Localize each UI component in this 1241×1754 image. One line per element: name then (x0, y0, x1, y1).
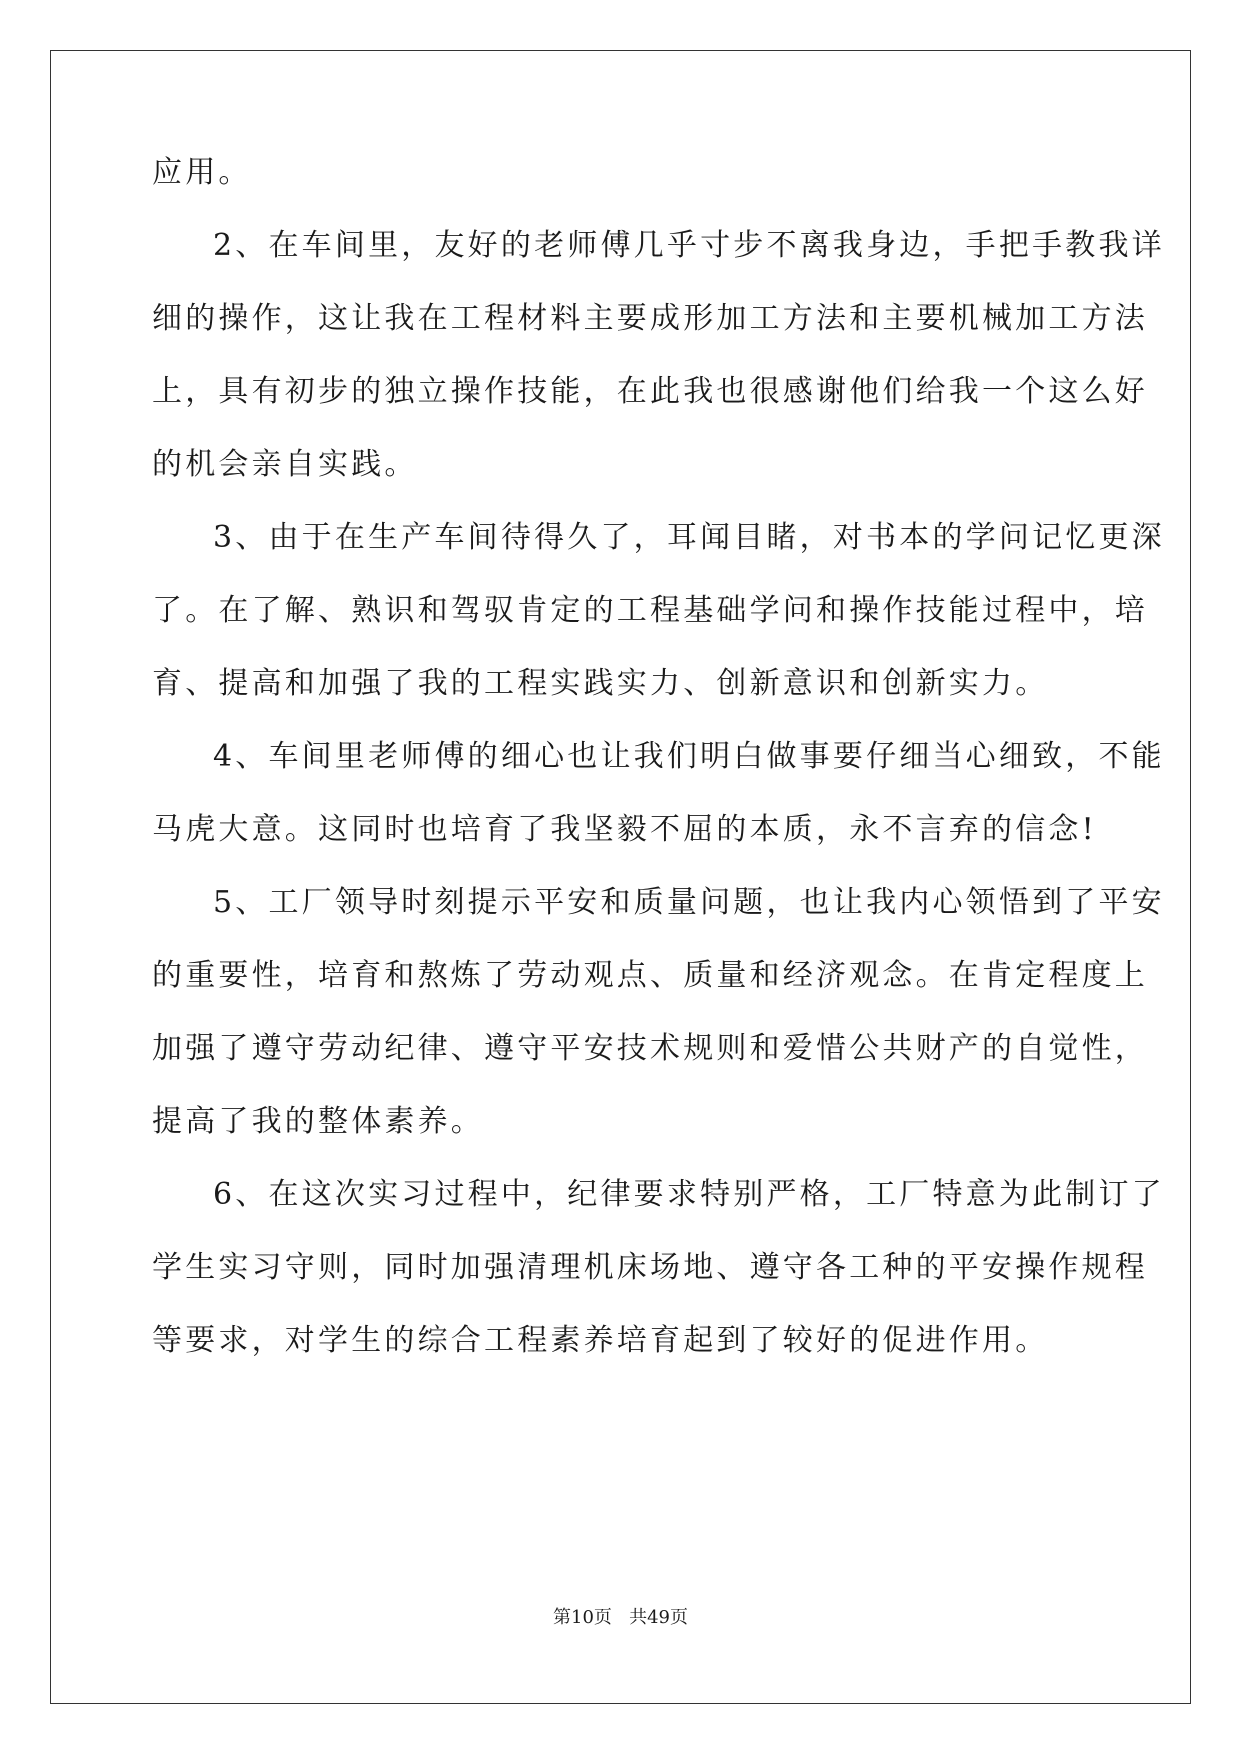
text-line: 上，具有初步的独立操作技能，在此我也很感谢他们给我一个这么好 (152, 374, 1148, 409)
text-line: 育、提高和加强了我的工程实践实力、创新意识和创新实力。 (152, 666, 1049, 701)
page-total: 共49页 (629, 1607, 688, 1628)
text-line: 4、车间里老师傅的细心也让我们明白做事要仔细当心细致，不能 (213, 739, 1165, 774)
text-line: 学生实习守则，同时加强清理机床场地、遵守各工种的平安操作规程 (152, 1250, 1148, 1285)
page-number: 第10页 (553, 1607, 612, 1628)
text-line: 2、在车间里，友好的老师傅几乎寸步不离我身边，手把手教我详 (213, 228, 1165, 263)
text-line: 3、由于在生产车间待得久了，耳闻目睹，对书本的学问记忆更深 (213, 520, 1165, 555)
text-line: 的机会亲自实践。 (152, 447, 418, 482)
text-line: 6、在这次实习过程中，纪律要求特别严格，工厂特意为此制订了 (213, 1177, 1165, 1212)
footer-spacer (612, 1607, 629, 1628)
text-line: 的重要性，培育和熬炼了劳动观点、质量和经济观念。在肯定程度上 (152, 958, 1148, 993)
text-line: 等要求，对学生的综合工程素养培育起到了较好的促进作用。 (152, 1323, 1049, 1358)
page-footer (0, 1606, 1241, 1630)
text-line: 马虎大意。这同时也培育了我坚毅不屈的本质，永不言弃的信念! (152, 812, 1097, 847)
text-line: 了。在了解、熟识和驾驭肯定的工程基础学问和操作技能过程中，培 (152, 593, 1148, 628)
text-line: 加强了遵守劳动纪律、遵守平安技术规则和爱惜公共财产的自觉性， (152, 1031, 1148, 1066)
text-line: 应用。 (152, 155, 252, 190)
text-line: 5、工厂领导时刻提示平安和质量问题，也让我内心领悟到了平安 (213, 885, 1165, 920)
text-line: 细的操作，这让我在工程材料主要成形加工方法和主要机械加工方法 (152, 301, 1148, 336)
text-line: 提高了我的整体素养。 (152, 1104, 484, 1139)
